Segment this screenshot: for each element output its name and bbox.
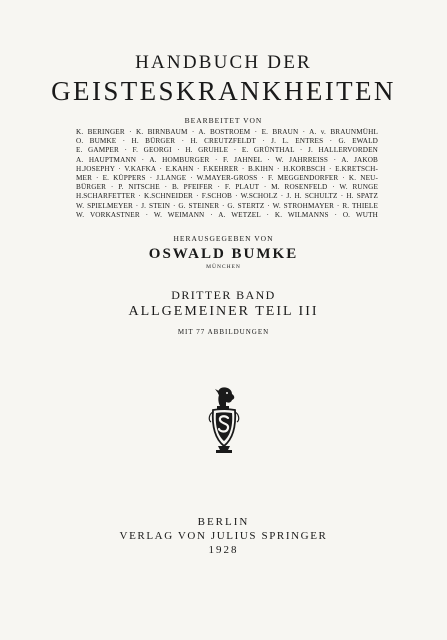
contributors-list xyxy=(76,128,378,220)
contributors-line: W. VORKASTNER · W. WEIMANN · A. WETZEL · K. WILMANNS · O. WUTH xyxy=(76,210,378,219)
title-line-1: HANDBUCH DER xyxy=(135,52,312,73)
publisher-city: BERLIN xyxy=(197,516,250,528)
contributors-line: E. GAMPER · F. GEORGI · H. GRUHLE · E. GRÜNTHAL · J. HALLERVORDEN xyxy=(76,146,378,155)
contributors-line: H.SCHARFETTER · K.SCHNEIDER · F.SCHOB · W.SCHOLZ · J. H. SCHULTZ · H. SPATZ xyxy=(76,192,378,201)
springer-knight-emblem-icon xyxy=(204,384,244,456)
contributors-line: K. BERINGER · K. BIRNBAUM · A. BOSTROEM · E. BRAUN · A. v. BRAUNMÜHL xyxy=(76,128,378,136)
contributors-line: BÜRGER · P. NITSCHE · B. PFEIFER · F. PLAUT · M. ROSENFELD · W. RUNGE xyxy=(76,183,378,192)
editor-name: OSWALD BUMKE xyxy=(148,246,299,262)
contributors-line: H.JOSEPHY · V.KAFKA · E.KAHN · F.KEHRER · B.KIHN · H.KORBSCH · E.KRETSCH- xyxy=(76,164,378,173)
volume-subtitle: ALLGEMEINER TEIL III xyxy=(128,304,319,319)
contributors-label: BEARBEITET VON xyxy=(184,116,263,125)
editor-label: HERAUSGEGEBEN VON xyxy=(173,234,274,243)
title-line-2: GEISTESKRANKHEITEN xyxy=(51,76,396,106)
editor-city: MÜNCHEN xyxy=(206,264,241,270)
illustrations-note: MIT 77 ABBILDUNGEN xyxy=(177,328,270,336)
contributors-line: MER · E. KÜPPERS · J.LANGE · W.MAYER-GROSS · F. MEGGENDORFER · K. NEU- xyxy=(76,174,378,183)
volume-number: DRITTER BAND xyxy=(171,288,276,302)
publication-year: 1928 xyxy=(208,544,239,556)
contributors-line: O. BUMKE · H. BÜRGER · H. CREUTZFELDT · J. L. ENTRES · G. EWALD xyxy=(76,137,378,146)
contributors-line: A. HAUPTMANN · A. HOMBURGER · F. JAHNEL · W. JAHRREISS · A. JAKOB xyxy=(76,155,378,164)
contributors-line: W. SPIELMEYER · J. STEIN · G. STEINER · G. STERTZ · W. STROHMAYER · R. THIELE xyxy=(76,201,378,210)
publisher-name: VERLAG VON JULIUS SPRINGER xyxy=(119,530,328,542)
